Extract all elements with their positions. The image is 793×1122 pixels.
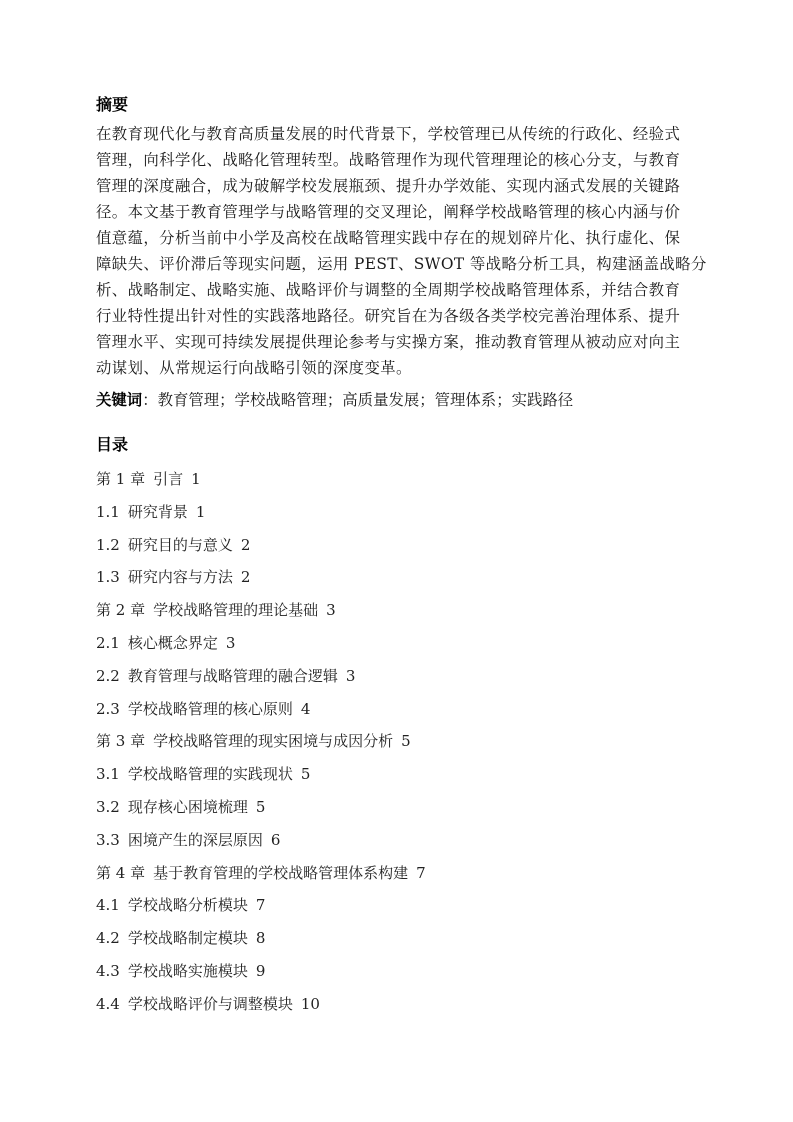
toc-number: 3.1 [96,765,120,784]
abstract-section [96,95,707,413]
abstract-title: 摘要 [96,95,129,114]
toc-item-4-4[interactable] [96,988,701,1021]
toc-title-text: 学校战略分析模块 [127,896,248,915]
abstract-line: 值意蕴，分析当前中小学及高校在战略管理实践中存在的规划碎片化、执行虚化、保 [96,229,681,247]
toc-page-number: 9 [255,961,266,980]
toc-title-text: 核心概念界定 [127,633,218,652]
toc-number: 1.2 [96,535,120,554]
abstract-line: 动谋划、从常规运行向战略引领的深度变革。 [96,359,412,377]
toc-number: 1.3 [96,568,120,587]
toc-number: 3.3 [96,830,120,849]
toc-item-1-2[interactable] [96,529,701,562]
toc-title-text: 学校战略评价与调整模块 [127,994,293,1013]
toc-item-chapter-2[interactable] [96,594,701,627]
toc-page-number: 5 [255,797,266,816]
abstract-line: 在教育现代化与教育高质量发展的时代背景下，学校管理已从传统的行政化、经验式 [96,125,681,143]
toc-page-number: 7 [255,896,266,915]
toc-page-number: 3 [225,633,236,652]
toc-page-number: 1 [195,502,206,521]
toc-item-3-1[interactable] [96,758,701,791]
toc-item-chapter-1[interactable] [96,463,701,496]
abstract-line: 管理的深度融合，成为破解学校发展瓶颈、提升办学效能、实现内涵式发展的关键路 [96,177,681,195]
toc-number: 第 2 章 [96,601,146,620]
toc-page-number: 3 [326,601,336,620]
abstract-line: 管理，向科学化、战略化管理转型。战略管理作为现代管理理论的核心分支，与教育 [96,151,681,169]
toc-item-3-3[interactable] [96,824,701,857]
toc-title-text: 研究目的与意义 [127,535,233,554]
toc-title: 目录 [96,435,129,454]
toc-page-number: 3 [345,666,356,685]
toc-number: 第 4 章 [96,863,146,882]
toc-page-number: 7 [416,863,426,882]
toc-title-text: 学校战略管理的核心原则 [127,699,293,718]
document-page [96,95,707,1021]
toc-title-text: 教育管理与战略管理的融合逻辑 [127,666,338,685]
toc-page-number: 1 [191,470,201,488]
toc-list [96,463,701,1021]
toc-item-4-3[interactable] [96,955,701,988]
toc-title-text: 学校战略管理的现实困境与成因分析 [153,732,394,751]
toc-number: 2.1 [96,633,120,652]
toc-item-chapter-3[interactable] [96,725,701,758]
toc-title-text: 困境产生的深层原因 [127,830,263,849]
abstract-body [96,121,707,381]
toc-section [96,435,701,1021]
toc-title-text: 学校战略制定模块 [127,929,248,948]
keywords-label: 关键词 [96,391,143,409]
abstract-line: 障缺失、评价滞后等现实问题，运用 PEST、SWOT 等战略分析工具，构建涵盖战略分 [96,255,707,273]
toc-title-text: 学校战略管理的理论基础 [153,601,319,620]
abstract-line: 径。本文基于教育管理学与战略管理的交叉理论，阐释学校战略管理的核心内涵与价 [96,203,681,221]
toc-number: 4.3 [96,961,120,980]
toc-number: 第 1 章 [96,470,146,488]
toc-title-text: 研究内容与方法 [127,568,233,587]
toc-page-number: 5 [300,765,311,784]
keywords-separator: ： [142,391,158,409]
toc-item-3-2[interactable] [96,791,701,824]
toc-item-4-2[interactable] [96,922,701,955]
toc-number: 2.3 [96,699,120,718]
toc-title-text: 研究背景 [127,502,188,521]
toc-page-number: 6 [270,830,281,849]
abstract-line: 管理水平、实现可持续发展提供理论参考与实操方案，推动教育管理从被动应对向主 [96,333,681,351]
toc-page-number: 2 [240,535,251,554]
toc-page-number: 8 [255,929,266,948]
toc-item-2-1[interactable] [96,627,701,660]
toc-number: 第 3 章 [96,732,146,751]
toc-page-number: 2 [240,568,251,587]
toc-page-number: 4 [300,699,311,718]
toc-number: 3.2 [96,797,120,816]
abstract-line: 析、战略制定、战略实施、战略评价与调整的全周期学校战略管理体系，并结合教育 [96,281,681,299]
toc-item-4-1[interactable] [96,889,701,922]
toc-number: 4.2 [96,929,120,948]
toc-item-2-2[interactable] [96,660,701,693]
keywords-line [96,387,701,413]
toc-title-text: 基于教育管理的学校战略管理体系构建 [153,863,409,882]
toc-number: 4.4 [96,994,120,1013]
keywords-text: 教育管理；学校战略管理；高质量发展；管理体系；实践路径 [157,391,574,409]
toc-item-2-3[interactable] [96,693,701,726]
toc-number: 2.2 [96,666,120,685]
abstract-line: 行业特性提出针对性的实践落地路径。研究旨在为各级各类学校完善治理体系、提升 [96,307,681,325]
toc-item-1-3[interactable] [96,561,701,594]
toc-page-number: 10 [300,994,320,1013]
toc-title-text: 现存核心困境梳理 [127,797,248,816]
toc-title-text: 学校战略实施模块 [127,961,248,980]
toc-number: 4.1 [96,896,120,915]
toc-title-text: 引言 [153,470,184,488]
toc-item-1-1[interactable] [96,496,701,529]
toc-page-number: 5 [401,732,411,751]
toc-number: 1.1 [96,502,120,521]
toc-item-chapter-4[interactable] [96,857,701,890]
toc-title-text: 学校战略管理的实践现状 [127,765,293,784]
